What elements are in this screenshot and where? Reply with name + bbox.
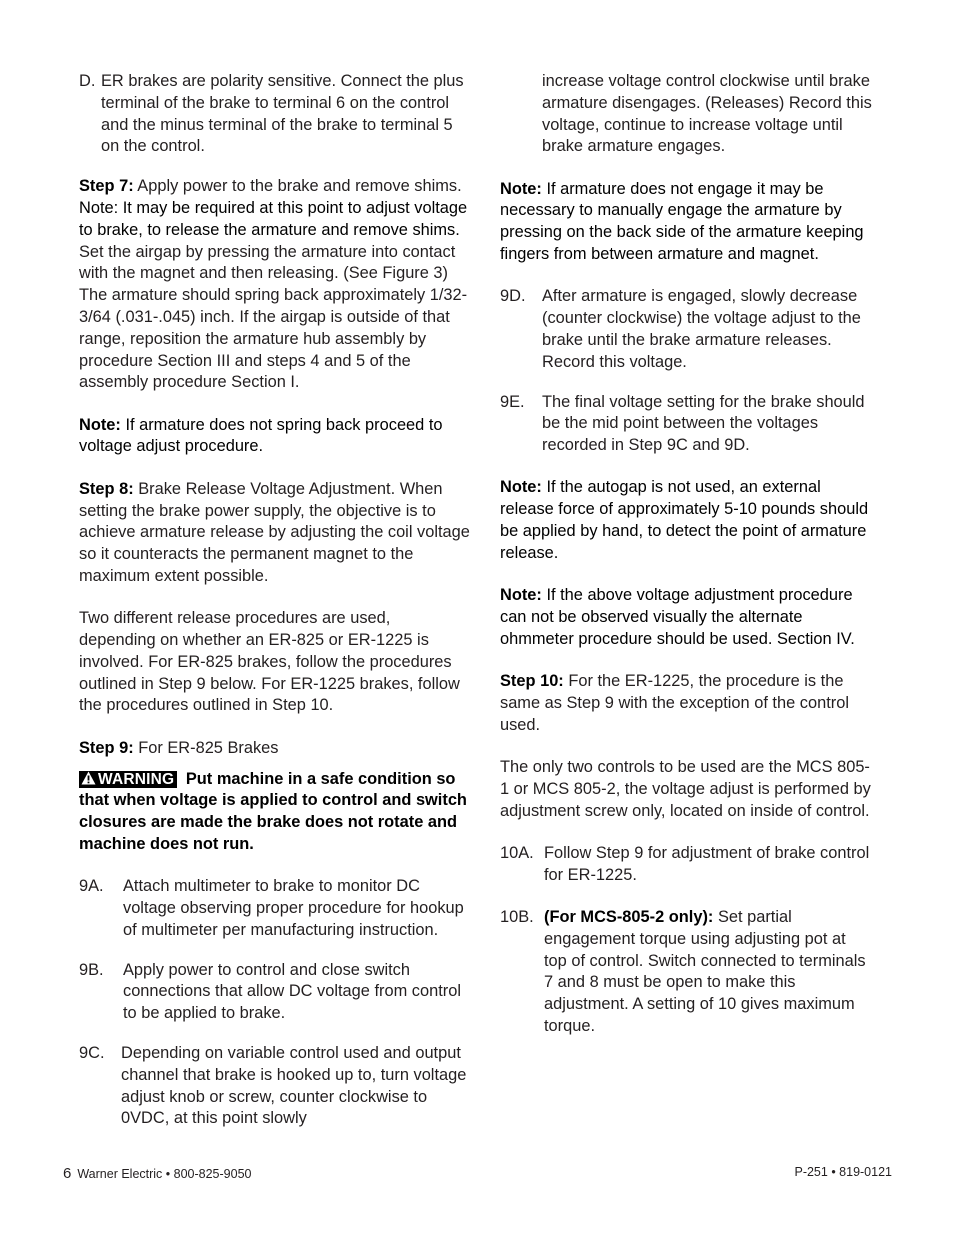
note-label: Note: xyxy=(79,415,121,434)
footer-doc-id: P-251 • 819-0121 xyxy=(794,1165,892,1179)
item-body-text: Set partial engagement torque using adjusting pot at top of control. Switch connected to terminals 7 and 8 must be open to make this adjustment. A setting of 10 gives maximum torque. xyxy=(544,907,866,1035)
item-label: 9D. xyxy=(500,287,526,306)
list-item-10b xyxy=(500,907,872,1038)
note-label: Note: xyxy=(500,179,542,198)
list-item-9b xyxy=(79,960,471,1025)
item-label: D. xyxy=(79,72,96,90)
list-item-9c-continued: increase voltage control clockwise until brake armature disengages. (Releases) Record this voltage, continue to increase voltage until brake armature engages. xyxy=(542,72,872,156)
warning-paragraph xyxy=(79,769,471,856)
step-10-paragraph xyxy=(500,671,872,736)
note-label: Note: xyxy=(500,478,542,497)
step-9-label: Step 9: xyxy=(79,738,134,757)
warning-text: Put machine in a safe condition so that when voltage is applied to control and switch closures are made the brake does not rotate and machine does not run. xyxy=(79,769,467,853)
list-item-d xyxy=(79,71,471,158)
note-spring-back xyxy=(79,415,471,459)
item-text: Attach multimeter to brake to monitor DC voltage observing proper procedure for hookup of multimeter per manufacturing instruction. xyxy=(123,877,464,939)
item-text: After armature is engaged, slowly decrease (counter clockwise) the voltage adjust to the brake until the brake armature releases. Record this voltage. xyxy=(542,287,861,371)
item-text: Depending on variable control used and output channel that brake is hooked up to, turn voltage adjust knob or screw, counter clockwise to 0VDC, at this point slowly xyxy=(121,1043,467,1128)
warning-badge-label: WARNING xyxy=(98,770,175,788)
step-8-label: Step 8: xyxy=(79,479,134,498)
right-column xyxy=(500,71,872,1056)
list-item-9e xyxy=(500,392,872,457)
note-autogap xyxy=(500,477,872,564)
note-label: Note: xyxy=(500,586,542,605)
left-column xyxy=(79,71,471,1148)
step-7-text-2: Set the airgap by pressing the armature into contact with the magnet and then releasing. (See Figure 3) The armature should spring back approximately 1/32-3/64 (.031-.045) inch. If the airgap is outside of that range, reposition the armature hub assembly by procedure Section III and steps 4 and 5 of the assembly procedure Section I. xyxy=(79,242,468,392)
item-label: 9B. xyxy=(79,960,104,979)
note-ohmmeter xyxy=(500,585,872,650)
step-9-text: For ER-825 Brakes xyxy=(133,738,279,757)
item-text: Apply power to control and close switch connections that allow DC voltage from control to be applied to brake. xyxy=(123,960,461,1023)
note-text: If armature does not spring back proceed to voltage adjust procedure. xyxy=(79,415,443,456)
step-8-text: Brake Release Voltage Adjustment. When setting the brake power supply, the objective is to achieve armature release by adjusting the coil voltage so it counteracts the permanent magnet to the maximum extent possible. xyxy=(79,479,470,585)
step-7-label: Step 7: xyxy=(79,177,134,196)
item-label: 10A. xyxy=(500,843,534,862)
step-7-paragraph xyxy=(79,176,471,394)
note-text: If the autogap is not used, an external release force of approximately 5-10 pounds should be applied by hand, to detect the point of armature release. xyxy=(500,478,869,562)
item-label: 9C. xyxy=(79,1043,105,1062)
item-text: ER brakes are polarity sensitive. Connect the plus terminal of the brake to terminal 6 on the control and the minus terminal of the brake to terminal 5 on the control. xyxy=(101,72,464,156)
list-item-9d xyxy=(500,286,872,373)
item-label: 9E. xyxy=(500,392,525,411)
item-text xyxy=(544,907,872,1038)
item-label: 9A. xyxy=(79,877,104,896)
step-8-paragraph xyxy=(79,479,471,588)
step-9-heading xyxy=(79,738,471,760)
release-procedures-paragraph: Two different release procedures are used, depending on whether an ER-825 or ER-1225 is involved. For ER-825 brakes, follow the procedures outlined in Step 9 below. For ER-1225 brakes, follow the procedures outlined in Step 10. xyxy=(79,609,460,715)
list-item-9c xyxy=(79,1043,471,1130)
warning-icon xyxy=(81,771,96,785)
note-engage-armature xyxy=(500,179,872,266)
step-10-label: Step 10: xyxy=(500,672,564,691)
footer-company: Warner Electric • 800-825-9050 xyxy=(77,1167,252,1181)
step-10-text: For the ER-1225, the procedure is the same as Step 9 with the exception of the control used. xyxy=(500,672,849,734)
item-text: The final voltage setting for the brake should be the mid point between the voltages recorded in Step 9C and 9D. xyxy=(542,392,865,455)
list-item-10a xyxy=(500,843,872,887)
item-bold-text: (For MCS-805-2 only): xyxy=(544,907,714,926)
item-label: 10B. xyxy=(500,907,534,926)
step-7-text: Apply power to the brake and remove shims. xyxy=(133,177,462,196)
item-text: Follow Step 9 for adjustment of brake control for ER-1225. xyxy=(544,843,870,884)
warning-badge xyxy=(79,771,177,788)
controls-paragraph: The only two controls to be used are the MCS 805-1 or MCS 805-2, the voltage adjust is performed by adjustment screw only, located on inside of control. xyxy=(500,757,871,820)
note-text: If armature does not engage it may be necessary to manually engage the armature by pressing on the back side of the armature keeping fingers from between armature and magnet. xyxy=(500,179,864,264)
note-text: If the above voltage adjustment procedure can not be observed visually the alternate ohmmeter procedure should be used. Section IV. xyxy=(500,586,855,648)
list-item-9a xyxy=(79,876,471,941)
page-number: 6 xyxy=(63,1165,72,1182)
step-7-note: Note: It may be required at this point to adjust voltage to brake, to release the armature and remove shims. xyxy=(79,198,468,239)
footer-left xyxy=(63,1165,251,1182)
